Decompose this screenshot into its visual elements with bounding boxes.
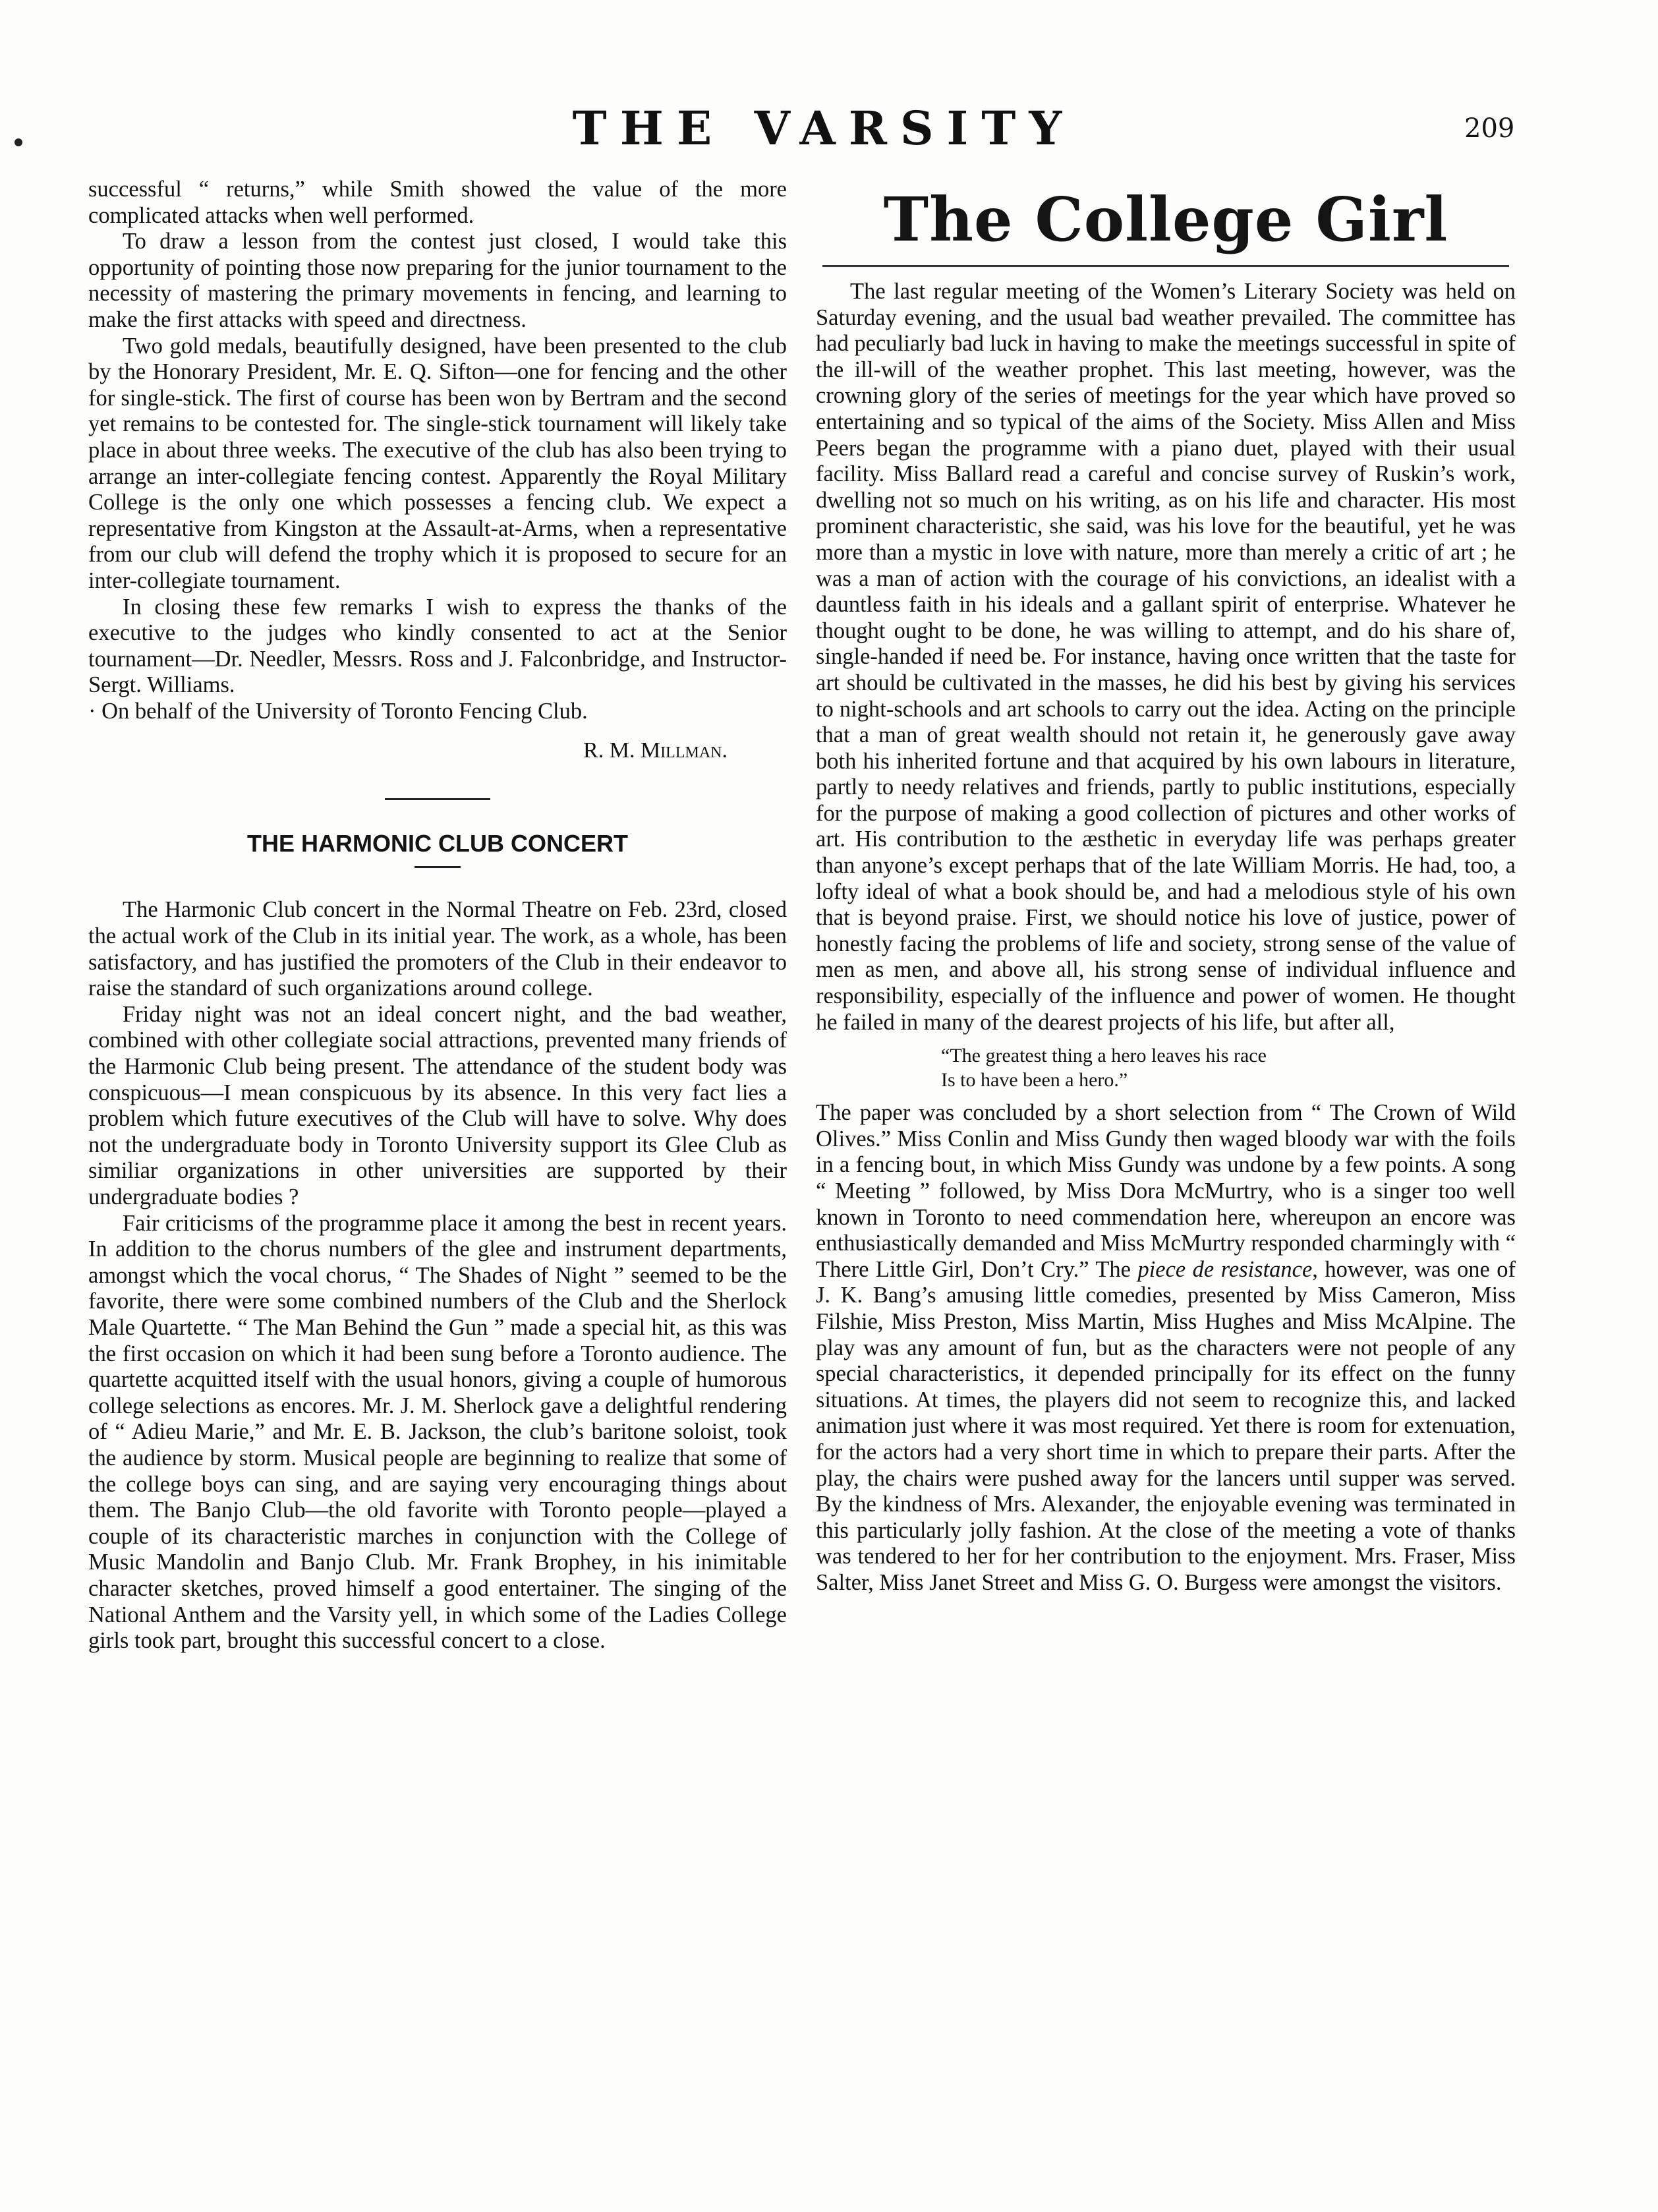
quote-line-2: Is to have been a hero.” xyxy=(941,1069,1128,1091)
section-divider xyxy=(385,798,490,800)
heading-divider xyxy=(414,866,461,868)
poem-quote xyxy=(941,1043,1516,1092)
signature: R. M. Millman. xyxy=(583,738,728,763)
fencing-paragraph-5: · On behalf of the University of Toronto Fencing Club. xyxy=(88,698,588,724)
page-number: 209 xyxy=(1464,113,1515,144)
fencing-paragraph-3: Two gold medals, beautifully designed, have been presented to the club by the Honorary President, Mr. E. Q. Sifton—one for fencing and the other for single-stick. The first of course has been won by Bertram and the second yet remains to be contested for. The single-stick tournament will likely take place in about three weeks. The executive of the club has also been trying to arrange an inter-collegiate fencing contest. Apparently the Royal Military College is the only one which possesses a fencing club. We expect a representative from Kingston at the Assault-at-Arms, when a representative from our club will defend the trophy which it is proposed to secure for an inter-collegiate tournament. xyxy=(88,333,787,593)
title-rule xyxy=(822,265,1509,267)
right-column xyxy=(816,177,1516,1596)
harmonic-paragraph-2: Friday night was not an ideal concert night, and the bad weather, combined with other collegiate social attractions, prevented many friends of the Harmonic Club being present. The attendance of the student body was conspicuous—I mean conspicuous by its absence. In this very fact lies a problem which future executives of the Club will have to solve. Why does not the undergraduate body in Toronto University support its Glee Club as similiar organizations in other universities are supported by their undergraduate bodies ? xyxy=(88,1001,787,1209)
paragraph-2-text-b: , however, was one of J. K. Bang’s amusing little comedies, presented by Miss Cameron, Miss Filshie, Miss Preston, Miss Martin, Miss Hughes and Miss McAlpine. The play was any amount of fun, but as the characters were not people of any special characteristics, it depended principally for its effect on the funny situations. At times, the players did not seem to recognize this, and lacked animation just where it was most required. Yet there is room for extenuation, for the actors had a very short time in which to prepare their parts. After the play, the chairs were pushed away for the lancers until supper was served. By the kindness of Mrs. Alexander, the enjoyable evening was terminated in this particularly jolly fashion. At the close of the meeting a vote of thanks was tendered to her for her contribution to the enjoyment. Mrs. Fraser, Miss Salter, Miss Janet Street and Miss G. O. Burgess were amongst the visitors. xyxy=(816,1256,1516,1595)
masthead: THE VARSITY xyxy=(572,101,1075,156)
college-girl-paragraph-2 xyxy=(816,1100,1516,1596)
fencing-paragraph-1: successful “ returns,” while Smith showed the value of the more complicated attacks when well performed. xyxy=(88,177,787,228)
harmonic-club-heading: THE HARMONIC CLUB CONCERT xyxy=(247,830,628,858)
quote-line-1: “The greatest thing a hero leaves his race xyxy=(941,1045,1267,1067)
fencing-paragraph-4: In closing these few remarks I wish to express the thanks of the executive to the judges who kindly consented to act at the Senior tournament—Dr. Needler, Messrs. Ross and J. Falconbridge, and Instructor-Sergt. Williams. xyxy=(88,594,787,698)
harmonic-paragraph-1: The Harmonic Club concert in the Normal Theatre on Feb. 23rd, closed the actual work of the Club in its initial year. The work, as a whole, has been satisfactory, and has justified the promoters of the Club in their endeavor to raise the standard of such organizations around college. xyxy=(88,897,787,1001)
fencing-paragraph-2: To draw a lesson from the contest just closed, I would take this opportunity of pointing those now preparing for the junior tournament to the necessity of mastering the primary movements in fencing, and learning to make the first attacks with speed and directness. xyxy=(88,229,787,332)
college-girl-title: The College Girl xyxy=(883,184,1448,255)
harmonic-paragraph-3: Fair criticisms of the programme place it among the best in recent years. In addition to the chorus numbers of the glee and instrument departments, amongst which the vocal chorus, “ The Shades of Night ” seemed to be the favorite, there were some combined numbers of the Club and the Sherlock Male Quartette. “ The Man Behind the Gun ” made a special hit, as this was the first occasion on which it had been sung before a Toronto audience. The quartette acquitted itself with the usual honors, giving a couple of humorous college selections as encores. Mr. J. M. Sherlock gave a delightful rendering of “ Adieu Marie,” and Mr. E. B. Jackson, the club’s baritone soloist, took the audience by storm. Musical people are beginning to realize that some of the college boys can sing, and are saying very encouraging things about them. The Banjo Club—the old favorite with Toronto people—played a couple of its characteristic marches in conjunction with the College of Music Mandolin and Banjo Club. Mr. Frank Brophey, in his inimitable character sketches, proved himself a good entertainer. The singing of the National Anthem and the Varsity yell, in which some of the Ladies College girls took part, brought this successful concert to a close. xyxy=(88,1210,787,1654)
left-column xyxy=(88,177,787,1654)
college-girl-paragraph-1: The last regular meeting of the Women’s Literary Society was held on Saturday evening, and the usual bad weather prevailed. The committee has had peculiarly bad luck in having to make the meetings successful in spite of the ill-will of the weather prophet. This last meeting, however, was the crowning glory of the series of meetings for the year which have proved so entertaining and so typical of the aims of the Society. Miss Allen and Miss Peers began the programme with a piano duet, played with their usual facility. Miss Ballard read a careful and concise survey of Ruskin’s work, dwelling not so much on his writing, as on his life and character. His most prominent characteristic, she said, was his love for the beautiful, yet he was more than a mystic in love with nature, more than merely a critic of art ; he was a man of action with the courage of his convictions, an idealist with a dauntless faith in his ideals and a gallant spirit of enterprise. Whatever he thought ought to be done, he was willing to attempt, and do his share of, single-handed if need be. For instance, having once written that the taste for art should be cultivated in the masses, he did his best by giving his services to night-schools and art schools to carry out the idea. Acting on the principle that a man of great wealth should not retain it, he generously gave away both his inherited fortune and that acquired by his own labours in literature, partly to needy relatives and friends, partly to public institutions, especially for the purpose of making a good collection of pictures and other works of art. His contribution to the æsthetic in everyday life was perhaps greater than anyone’s except perhaps that of the late William Morris. He had, too, a lofty ideal of what a book should be, and had a melodious style of his own that is beyond praise. First, we should notice his love of justice, power of honestly facing the problems of life and society, strong sense of the value of men as men, and above all, his strong sense of individual influence and responsibility, especially of the influence and power of women. He thought he failed in many of the dearest projects of his life, but after all, xyxy=(816,279,1516,1035)
italic-phrase: piece de resistance xyxy=(1137,1256,1313,1282)
margin-speck xyxy=(14,138,22,146)
paragraph-2-text-a: The paper was concluded by a short selection from “ The Crown of Wild Olives.” Miss Conlin and Miss Gundy then waged bloody war with the foils in a fencing bout, in which Miss Gundy was undone by a few points. A song “ Meeting ” followed, by Miss Dora McMurtry, who is a singer too well known in Toronto to need commendation here, whereupon an encore was enthusiastically demanded and Miss McMurtry responded charmingly with “ There Little Girl, Don’t Cry.” The xyxy=(816,1100,1516,1282)
